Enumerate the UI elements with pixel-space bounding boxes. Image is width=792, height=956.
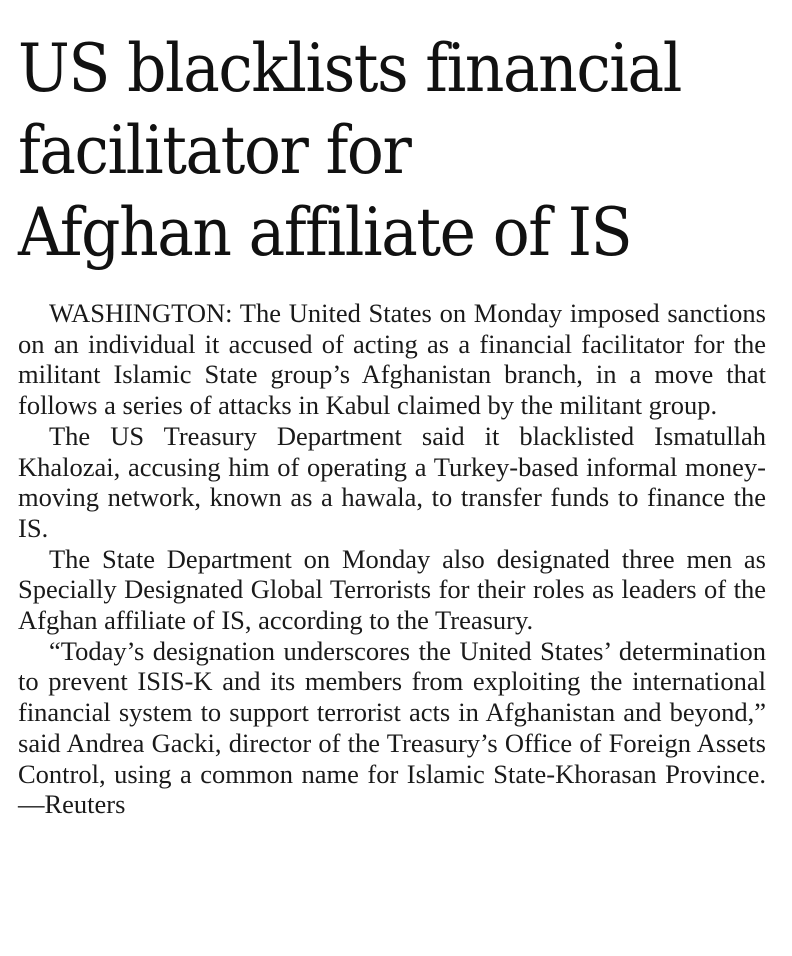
headline: [18, 28, 771, 274]
article-paragraph: The US Treasury Department said it blacklisted Ismatullah Khalozai, accusing him of operating a Turkey-based informal money-moving network, known as a hawala, to transfer funds to finance the IS.: [18, 420, 766, 543]
headline-line: facilitator for: [18, 112, 411, 189]
article-paragraph-quote: “Today’s designation underscores the United States’ determination to prevent ISIS-K and its members from exploiting the international financial system to support terrorist acts in Afghanistan and beyond,” said Andrea Gacki, director of the Treasury’s Office of Foreign Assets Control, using a common name for Islamic State-Khorasan Province.—Reuters: [18, 635, 766, 820]
news-article: [18, 28, 766, 820]
article-body: [18, 298, 766, 820]
headline-line: Afghan affiliate of IS: [18, 194, 632, 271]
article-paragraph: The State Department on Monday also designated three men as Specially Designated Global Terrorists for their roles as leaders of the Afghan affiliate of IS, according to the Treasury.: [18, 543, 766, 636]
article-paragraph-dateline: WASHINGTON: The United States on Monday imposed sanctions on an individual it accused of acting as a financial facilitator for the militant Islamic State group’s Afghanistan branch, in a move that follows a series of attacks in Kabul claimed by the militant group.: [18, 298, 766, 421]
headline-line: US blacklists financial: [18, 30, 681, 107]
